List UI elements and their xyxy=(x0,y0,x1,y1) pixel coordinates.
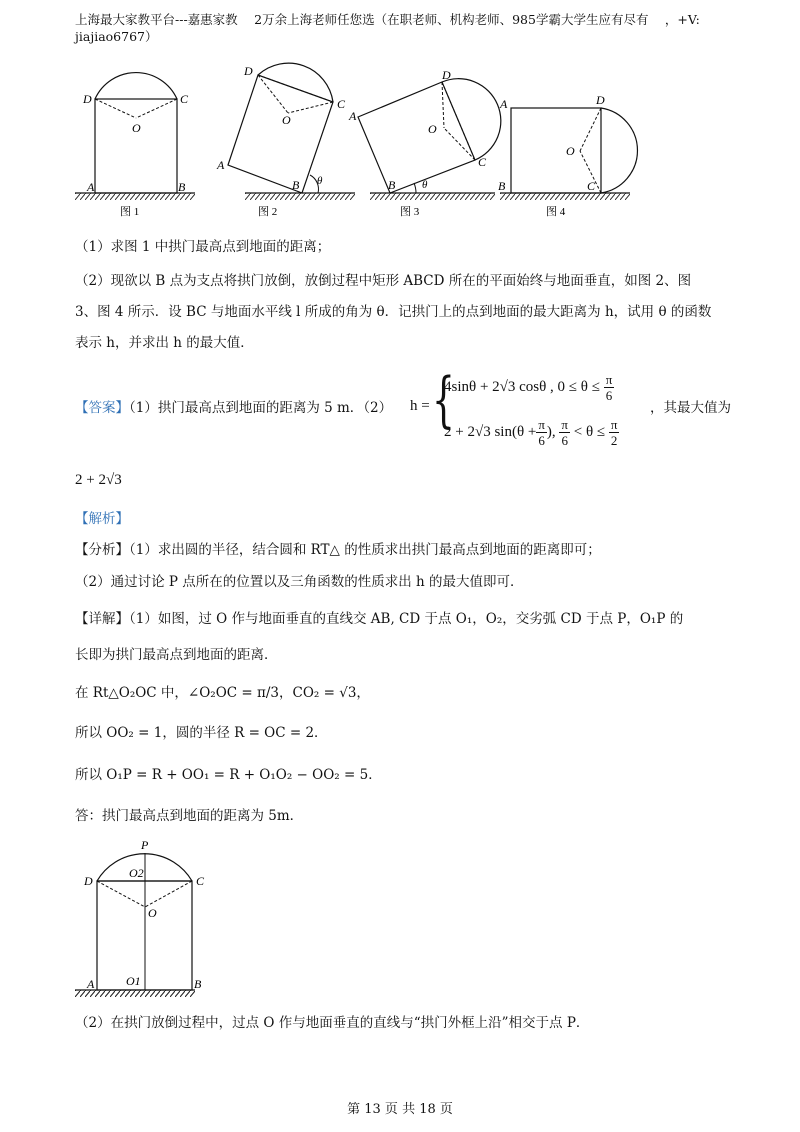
sol-label-o1: O1 xyxy=(126,974,141,988)
question-2-line-3: 表示 h，并求出 h 的最大值． xyxy=(75,335,254,351)
detail-line-3: 在 Rt△O₂OC 中，∠O₂OC = π/3，CO₂ = √3， xyxy=(75,685,370,701)
header-line-2: jiajiao6767） xyxy=(75,29,158,44)
fig1-label-d: D xyxy=(83,92,92,106)
fig4-label-b: B xyxy=(498,179,506,193)
case2-expr-a: 2 + 2√3 sin(θ + xyxy=(444,424,537,440)
fig1-label-b: B xyxy=(178,180,186,194)
arch-solution-figure xyxy=(70,835,240,1010)
sol-label-a: A xyxy=(87,977,95,991)
fig2-label-theta: θ xyxy=(317,175,323,187)
answer-tail: ，其最大值为 xyxy=(650,400,731,416)
piecewise-case-1 xyxy=(444,371,614,403)
case2-lower-frac: $\frac{\pi}{6}$ xyxy=(561,417,568,449)
page-header xyxy=(75,11,735,45)
caption-fig4: 图 4 xyxy=(546,206,566,218)
figure-4 xyxy=(498,93,637,200)
detail-line-1: 【详解】（1）如图，过 O 作与地面垂直的直线交 AB, CD 于点 O₁，O₂，交劣弧 CD 于点 P，O₁P 的 xyxy=(75,611,684,627)
fig3-label-theta: θ xyxy=(422,179,428,191)
answer-line xyxy=(75,398,392,418)
fig2-label-c: C xyxy=(337,97,346,111)
fig2-label-o: O xyxy=(282,113,291,127)
question-1: （1）求图 1 中拱门最高点到地面的距离； xyxy=(75,239,331,255)
h-equals: h = xyxy=(410,398,430,414)
sol-label-d: D xyxy=(84,874,93,888)
answer-part1: （1）拱门最高点到地面的距离为 5 m．（2） xyxy=(129,400,393,416)
fig3-label-d: D xyxy=(442,68,451,82)
fig3-label-a: A xyxy=(349,109,357,123)
page-footer: 第 13 页 共 18 页 xyxy=(347,1102,453,1117)
caption-fig1: 图 1 xyxy=(120,206,140,218)
fig4-label-c: C xyxy=(587,179,596,193)
sol-label-o2: O2 xyxy=(129,866,144,880)
piecewise-brace: { xyxy=(432,365,455,435)
arch-figures-1-4 xyxy=(70,62,670,222)
detail-line-6: 答：拱门最高点到地面的距离为 5m． xyxy=(75,808,304,824)
case2-upper-frac: $\frac{\pi}{2}$ xyxy=(610,417,618,449)
sol-label-p: P xyxy=(141,838,149,852)
analysis-line-2: （2）通过讨论 P 点所在的位置以及三角函数的性质求出 h 的最大值即可． xyxy=(75,574,524,590)
figure-2 xyxy=(216,63,355,200)
answer-tag: 【答案】 xyxy=(75,400,129,416)
sol-label-c: C xyxy=(196,874,205,888)
sol-label-o: O xyxy=(148,906,157,920)
analysis-tag: 【解析】 xyxy=(75,511,129,527)
fig3-label-b: B xyxy=(388,178,396,192)
case2-shift-frac: $\frac{\pi}{6}$ xyxy=(538,417,545,449)
figure-3 xyxy=(348,68,501,200)
answer-max-value: 2 + 2√3 xyxy=(75,472,122,488)
fig2-label-b: B xyxy=(292,178,300,192)
part2-start: （2）在拱门放倒过程中，过点 O 作与地面垂直的直线与“拱门外框上沿”相交于点 P． xyxy=(75,1015,590,1031)
fig1-label-o: O xyxy=(132,121,141,135)
fig3-label-o: O xyxy=(428,122,437,136)
sol-label-b: B xyxy=(194,977,202,991)
question-2-line-1: （2）现欲以 B 点为支点将拱门放倒，放倒过程中矩形 ABCD 所在的平面始终与地面垂直，如图 2、图 xyxy=(75,273,692,289)
fig2-label-d: D xyxy=(244,64,253,78)
figure-1 xyxy=(75,73,195,200)
fig4-label-d: D xyxy=(596,93,605,107)
fig2-label-a: A xyxy=(217,158,225,172)
analysis-line-1: 【分析】（1）求出圆的半径，结合圆和 RT△ 的性质求出拱门最高点到地面的距离即可； xyxy=(75,542,601,558)
fig1-label-a: A xyxy=(87,180,95,194)
question-2-line-2: 3、图 4 所示．设 BC 与地面水平线 l 所成的角为 θ．记拱门上的点到地面的最大距离为 h，试用 θ 的函数 xyxy=(75,304,712,320)
caption-fig2: 图 2 xyxy=(258,206,278,218)
fig3-label-c: C xyxy=(478,155,487,169)
detail-line-5: 所以 O₁P = R + OO₁ = R + O₁O₂ − OO₂ = 5． xyxy=(75,767,382,783)
piecewise-case-2: 2 + 2√3 sin(θ + $\frac{\pi}{6}$ ), $\frac{\pi}{6}$ < θ ≤ $\frac{\pi}{2}$ xyxy=(444,417,618,449)
detail-line-2: 长即为拱门最高点到地面的距离． xyxy=(75,647,278,663)
fig1-label-c: C xyxy=(180,92,189,106)
header-line-1: 上海最大家教平台---嘉惠家教 2万余上海老师任您选（在职老师、机构老师、985学霸大学生应有尽有 ，+V: xyxy=(75,12,700,27)
detail-line-4: 所以 OO₂ = 1，圆的半径 R = OC = 2． xyxy=(75,725,328,741)
fig4-label-a: A xyxy=(500,97,508,111)
caption-fig3: 图 3 xyxy=(400,206,420,218)
case1-bound-frac: $\frac{\pi}{6}$ xyxy=(605,372,613,404)
case1-expr: 4sinθ + 2√3 cosθ , 0 ≤ θ ≤ xyxy=(444,379,600,395)
fig4-label-o: O xyxy=(566,144,575,158)
